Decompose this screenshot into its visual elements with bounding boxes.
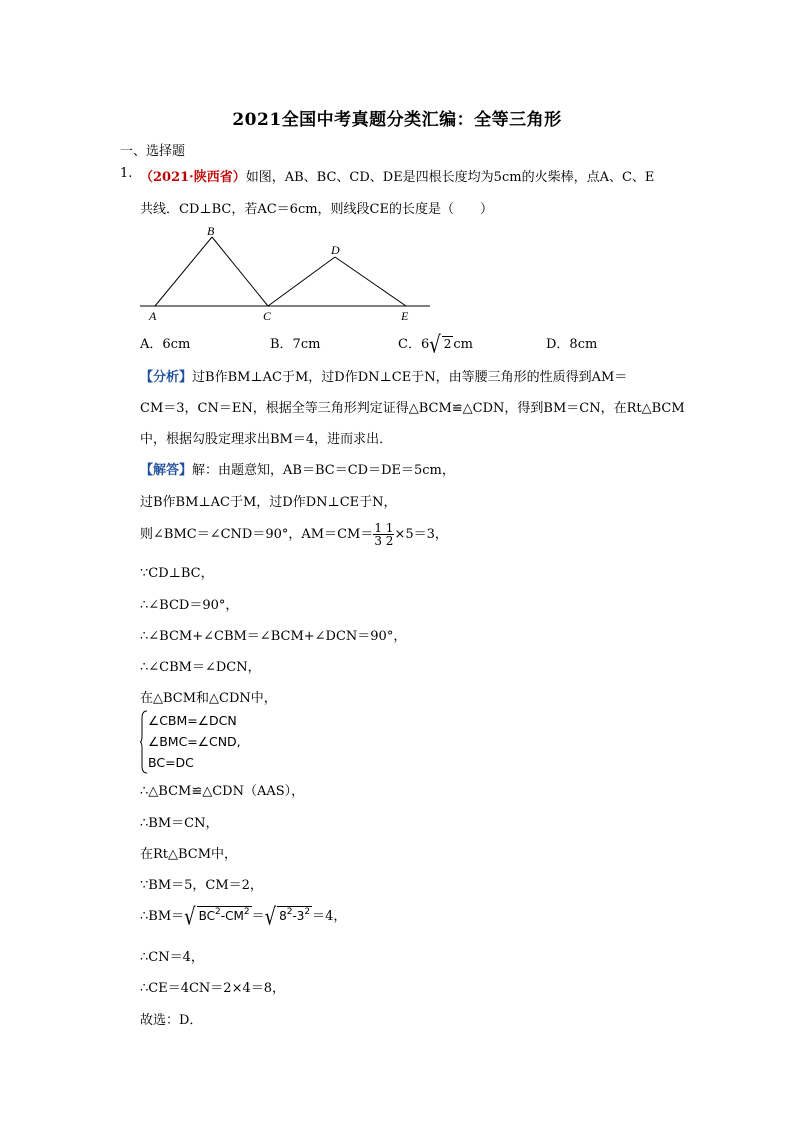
solution-line-10: ∴BM＝CN， [140, 816, 219, 831]
sqrt2-exp2: 2 [304, 907, 311, 917]
segment-bc [212, 237, 268, 306]
analysis-text-1: 过B作BM⊥AC于M，过D作DN⊥CE于N，由等腰三角形的性质得到AM＝ [192, 370, 628, 385]
sqrt1-mid: -CM [220, 909, 244, 923]
solution-line-13-suffix: ＝4， [312, 909, 347, 924]
solution-line-2: 过B作BM⊥AC于M，过D作DN⊥CE于N， [140, 495, 397, 510]
question-number: 1. [120, 166, 133, 181]
option-c-prefix: C．6 [398, 337, 430, 352]
label-a: A [149, 309, 157, 323]
label-c: C [263, 309, 272, 323]
section-heading: 一、选择题 [120, 144, 186, 159]
analysis-line-2: CM＝3，CN＝EN，根据全等三角形判定证得△BCM≌△CDN，得到BM＝CN，在Rt△BCM [140, 401, 685, 416]
solution-line-3 [140, 522, 448, 547]
segment-ab [155, 237, 212, 306]
solution-line-5: ∴∠BCD＝90°， [140, 598, 239, 613]
fraction-denominator: 3 2 [374, 534, 394, 548]
sqrt2-exp1: 2 [286, 907, 293, 917]
solution-line-13 [140, 903, 347, 932]
option-c [398, 331, 473, 360]
label-d: D [331, 243, 340, 257]
sqrt-expression-2 [277, 906, 312, 923]
system-line-1: ∠CBM=∠DCN [148, 713, 237, 728]
analysis-line-1 [140, 366, 627, 385]
system-line-2: ∠BMC=∠CND, [148, 734, 241, 749]
solution-line-8: 在△BCM和△CDN中， [140, 691, 277, 706]
sqrt-sign-1: √ [184, 903, 196, 932]
sqrt2-mid: -3 [292, 909, 305, 923]
solution-line-6: ∴∠BCM+∠CBM＝∠BCM+∠DCN＝90°， [140, 629, 407, 644]
label-e: E [401, 309, 409, 323]
system-line-3: BC=DC [148, 755, 194, 770]
solution-line-11: 在Rt△BCM中， [140, 847, 238, 862]
solution-text-1: 解：由题意知，AB＝BC＝CD＝DE＝5cm， [192, 463, 455, 478]
solution-line-7: ∴∠CBM＝∠DCN， [140, 660, 261, 675]
page-title: 2021全国中考真题分类汇编：全等三角形 [232, 110, 562, 130]
left-brace [140, 710, 148, 774]
segment-cd [268, 257, 335, 306]
sqrt-sign-2: √ [264, 903, 277, 932]
solution-line-9: ∴△BCM≌△CDN（AAS）， [140, 784, 305, 799]
solution-line-14: ∴CN＝4， [140, 950, 204, 965]
analysis-line-3: 中，根据勾股定理求出BM＝4，进而求出． [140, 432, 393, 447]
fraction [373, 522, 394, 547]
solution-tag: 【解答】 [140, 463, 193, 478]
segment-de [335, 257, 406, 306]
sqrt-sign: √ [429, 331, 441, 360]
question-stem-line-1 [140, 166, 654, 185]
system-lines [148, 710, 241, 773]
sqrt1-exp1: 2 [215, 907, 221, 917]
analysis-tag: 【分析】 [140, 370, 193, 385]
option-d: D．8cm [546, 337, 598, 352]
solution-line-3-prefix: 则∠BMC＝∠CND＝90°，AM＝CM＝ [140, 527, 374, 542]
sqrt1-base: BC [198, 909, 216, 923]
sqrt2-base: 8 [279, 909, 287, 923]
fraction-numerator: 1 1 [374, 521, 394, 535]
solution-line-1 [140, 459, 455, 478]
question-stem-text-1: 如图，AB、BC、CD、DE是四根长度均为5cm的火柴棒，点A、C、E [245, 170, 655, 185]
equals-sign: ＝ [251, 909, 265, 924]
geometry-figure [140, 222, 440, 326]
label-b: B [207, 224, 215, 238]
sqrt1-exp2: 2 [243, 907, 250, 917]
solution-line-3-suffix: ×5＝3， [394, 527, 448, 542]
question-stem-line-2: 共线．CD⊥BC，若AC＝6cm，则线段CE的长度是（ ） [140, 202, 493, 217]
question-source: （2021·陕西省） [140, 170, 246, 185]
option-c-suffix: cm [453, 337, 473, 352]
sqrt-expression-1 [197, 906, 252, 923]
solution-line-16: 故选：D． [140, 1013, 203, 1028]
option-c-sqrt: 2 [443, 337, 452, 351]
option-b: B．7cm [270, 337, 321, 352]
solution-line-4: ∵CD⊥BC， [140, 566, 214, 581]
solution-line-13-prefix: ∴BM＝ [140, 909, 185, 924]
solution-line-15: ∴CE＝4CN＝2×4＝8， [140, 981, 286, 996]
solution-line-12: ∵BM＝5，CM＝2， [140, 878, 263, 893]
option-a: A．6cm [140, 337, 191, 352]
